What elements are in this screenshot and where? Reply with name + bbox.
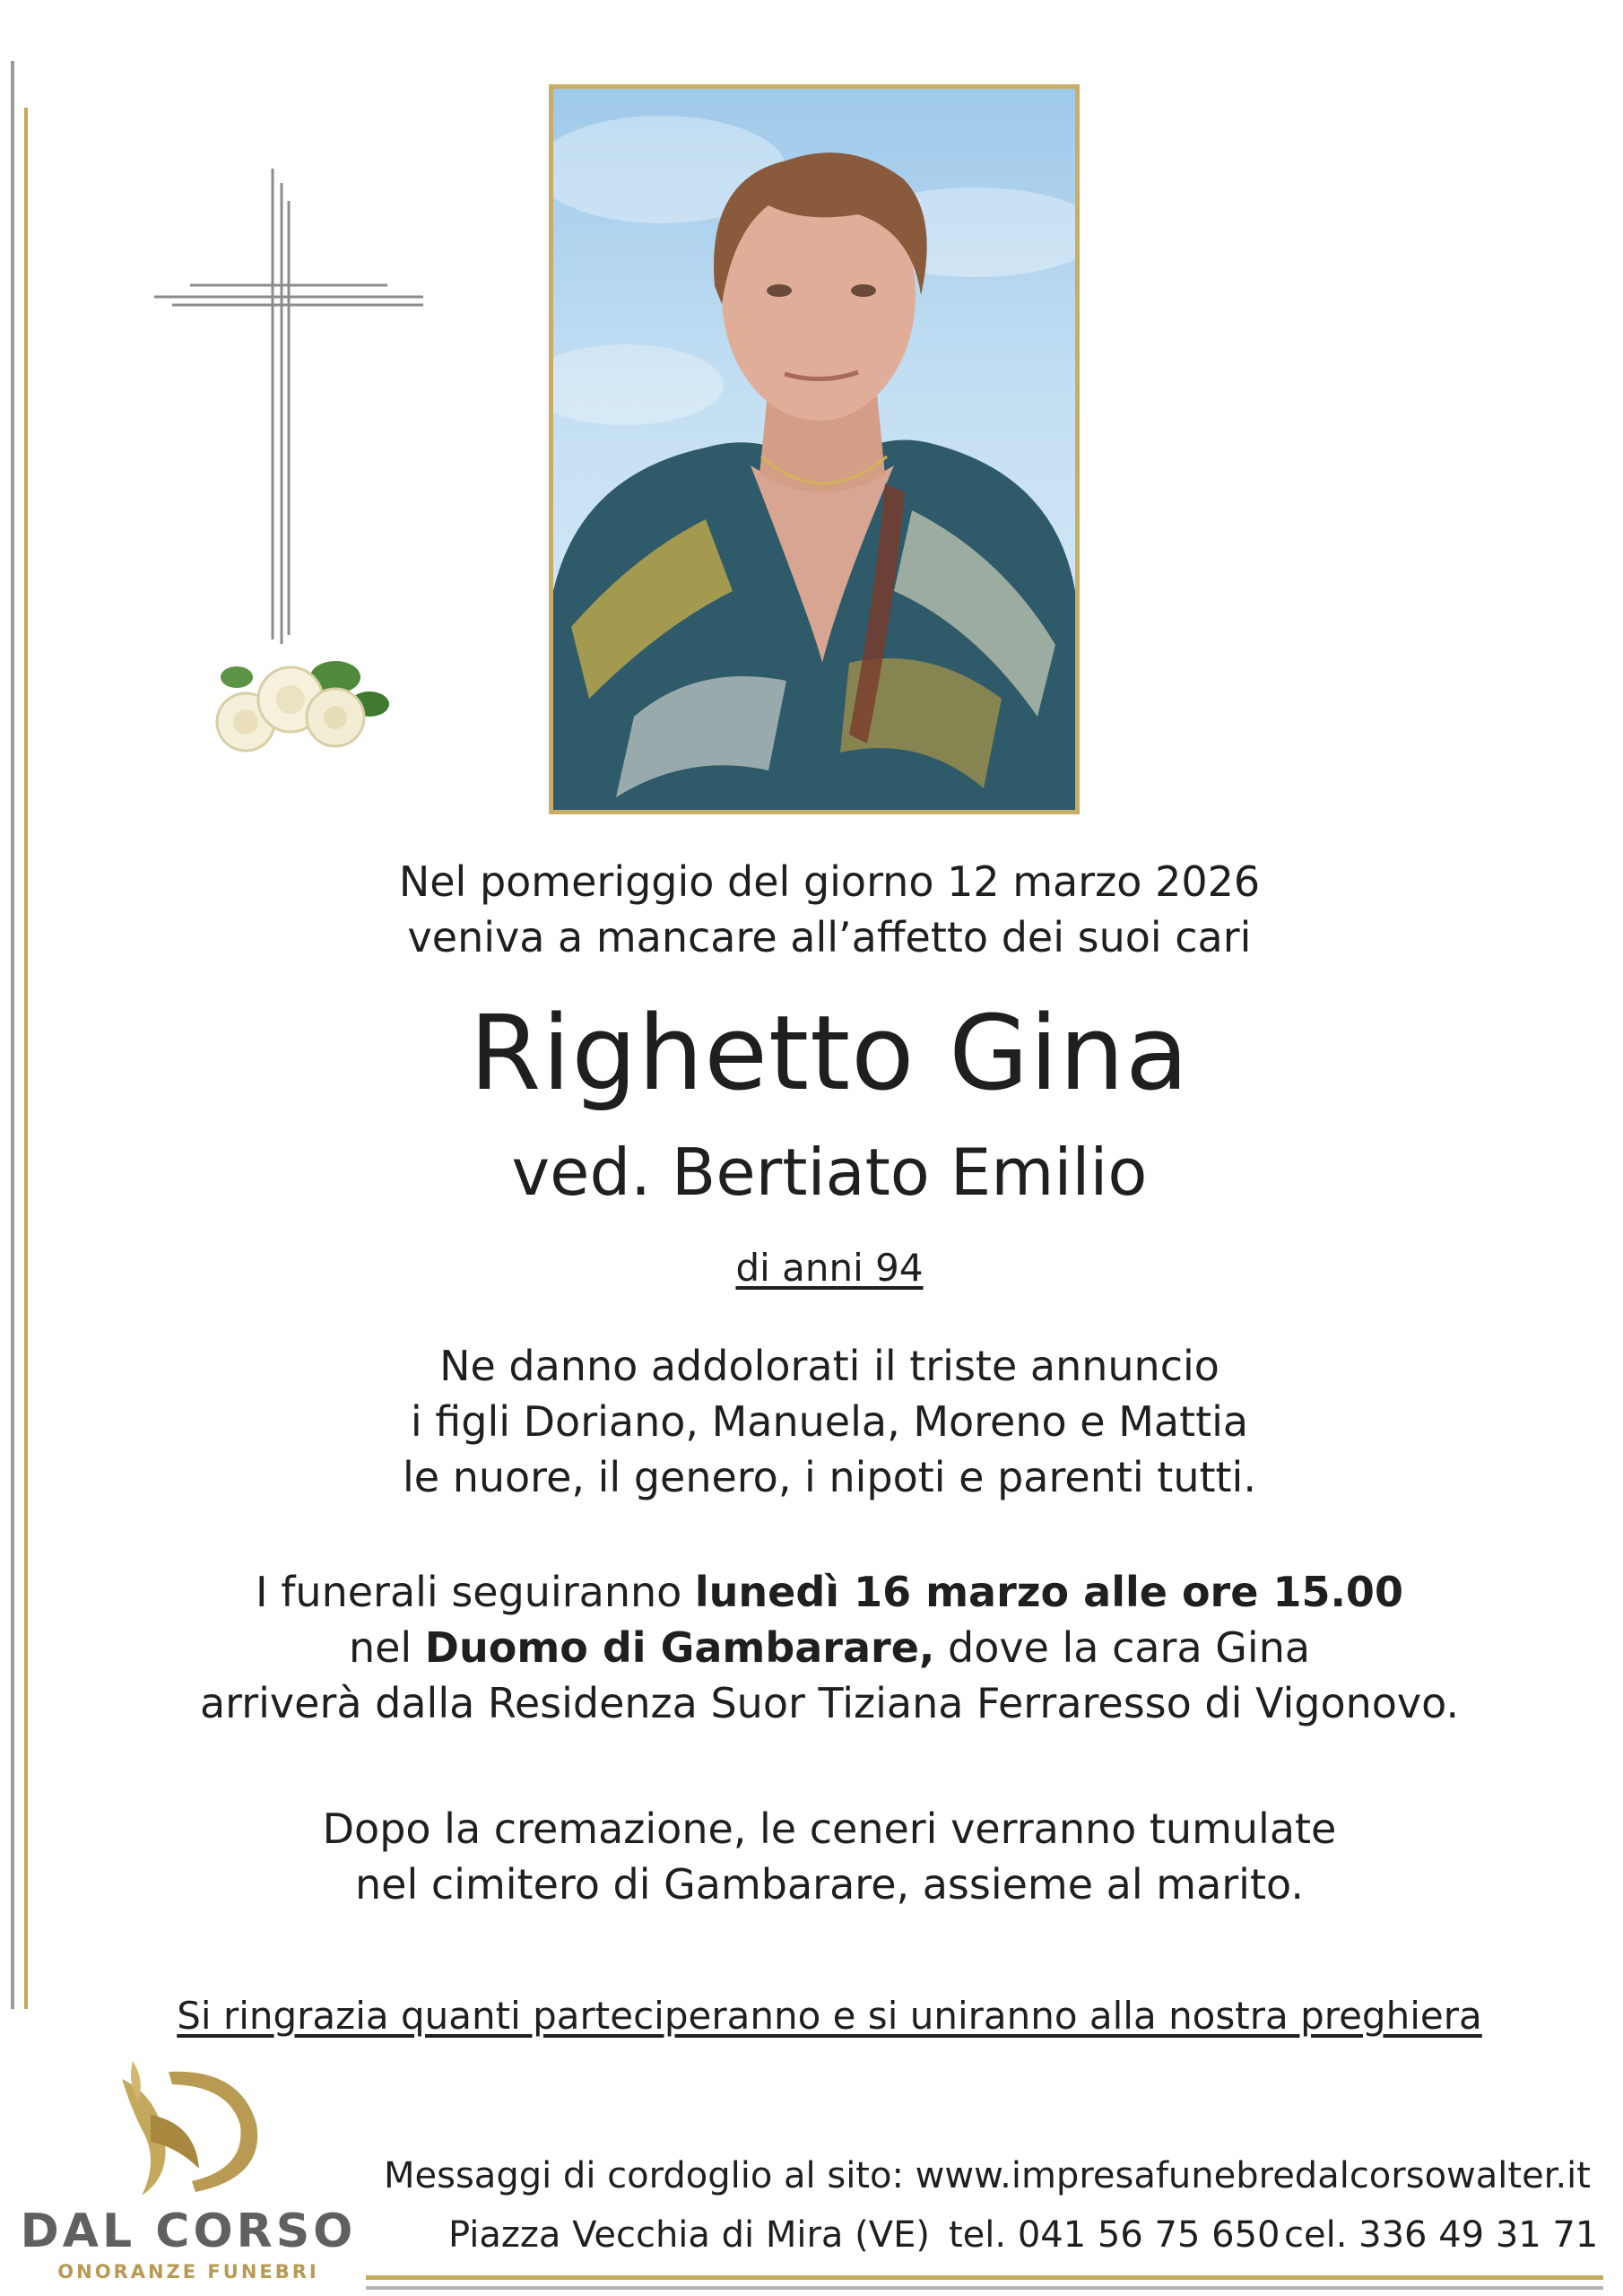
mourners-text: [54, 1338, 1605, 1505]
age-text: di anni 94: [735, 1246, 924, 1290]
funeral-home-name: DAL CORSO: [20, 2205, 357, 2258]
thanks-line: [54, 1991, 1605, 2041]
funeral-line-2-prefix: nel: [348, 1623, 425, 1672]
cross-icon: [154, 169, 423, 644]
condolence-website-line: Messaggi di cordoglio al sito: www.impresafunebredalcorsowalter.it: [384, 2155, 1591, 2196]
funeral-location: Duomo di Gambarare,: [424, 1623, 935, 1672]
intro-line-1: Nel pomeriggio del giorno 12 marzo 2026: [398, 857, 1261, 906]
mourners-line-1: Ne danno addolorati il triste annuncio: [439, 1342, 1219, 1390]
thanks-text: Si ringrazia quanti parteciperanno e si uniranno alla nostra preghiera: [177, 1994, 1482, 2038]
portrait-photo: [549, 84, 1080, 814]
funeral-line-3: arriverà dalla Residenza Suor Tiziana Ferraresso di Vigonovo.: [199, 1679, 1460, 1727]
roses-icon: [210, 641, 389, 762]
cremation-text: [54, 1801, 1605, 1912]
deceased-name: Righetto Gina: [469, 994, 1190, 1114]
bottom-gold-rule: [366, 2275, 1603, 2280]
dal-corso-logo-icon: [106, 2061, 267, 2196]
funeral-line-2-suffix: dove la cara Gina: [934, 1623, 1311, 1672]
funeral-line-1-prefix: I funerali seguiranno: [256, 1568, 695, 1616]
left-gray-rule: [11, 61, 14, 2009]
mourners-line-3: le nuore, il genero, i nipoti e parenti tutti.: [403, 1453, 1256, 1501]
intro-text: [54, 854, 1605, 965]
mourners-line-2: i figli Doriano, Manuela, Moreno e Mattia: [410, 1397, 1249, 1446]
funeral-text: [54, 1564, 1605, 1731]
intro-line-2: veniva a mancare all’affetto dei suoi cari: [407, 913, 1252, 961]
cremation-line-1: Dopo la cremazione, le ceneri verranno tumulate: [322, 1805, 1337, 1853]
funeral-home-subtitle: ONORANZE FUNEBRI: [57, 2261, 319, 2283]
funeral-line-1: [54, 1564, 1605, 1620]
funeral-home-phone: tel. 041 56 75 650: [949, 2214, 1280, 2256]
left-gold-rule: [24, 108, 28, 2009]
funeral-line-2: [54, 1620, 1605, 1675]
bottom-gray-rule: [366, 2286, 1603, 2290]
widow-of: ved. Bertiato Emilio: [511, 1135, 1148, 1210]
funeral-date-time: lunedì 16 marzo alle ore 15.00: [694, 1568, 1403, 1616]
age-line: [54, 1243, 1605, 1293]
funeral-home-address: Piazza Vecchia di Mira (VE): [448, 2214, 930, 2256]
cremation-line-2: nel cimitero di Gambarare, assieme al marito.: [355, 1860, 1304, 1909]
funeral-home-mobile: cel. 336 49 31 71: [1284, 2214, 1599, 2256]
